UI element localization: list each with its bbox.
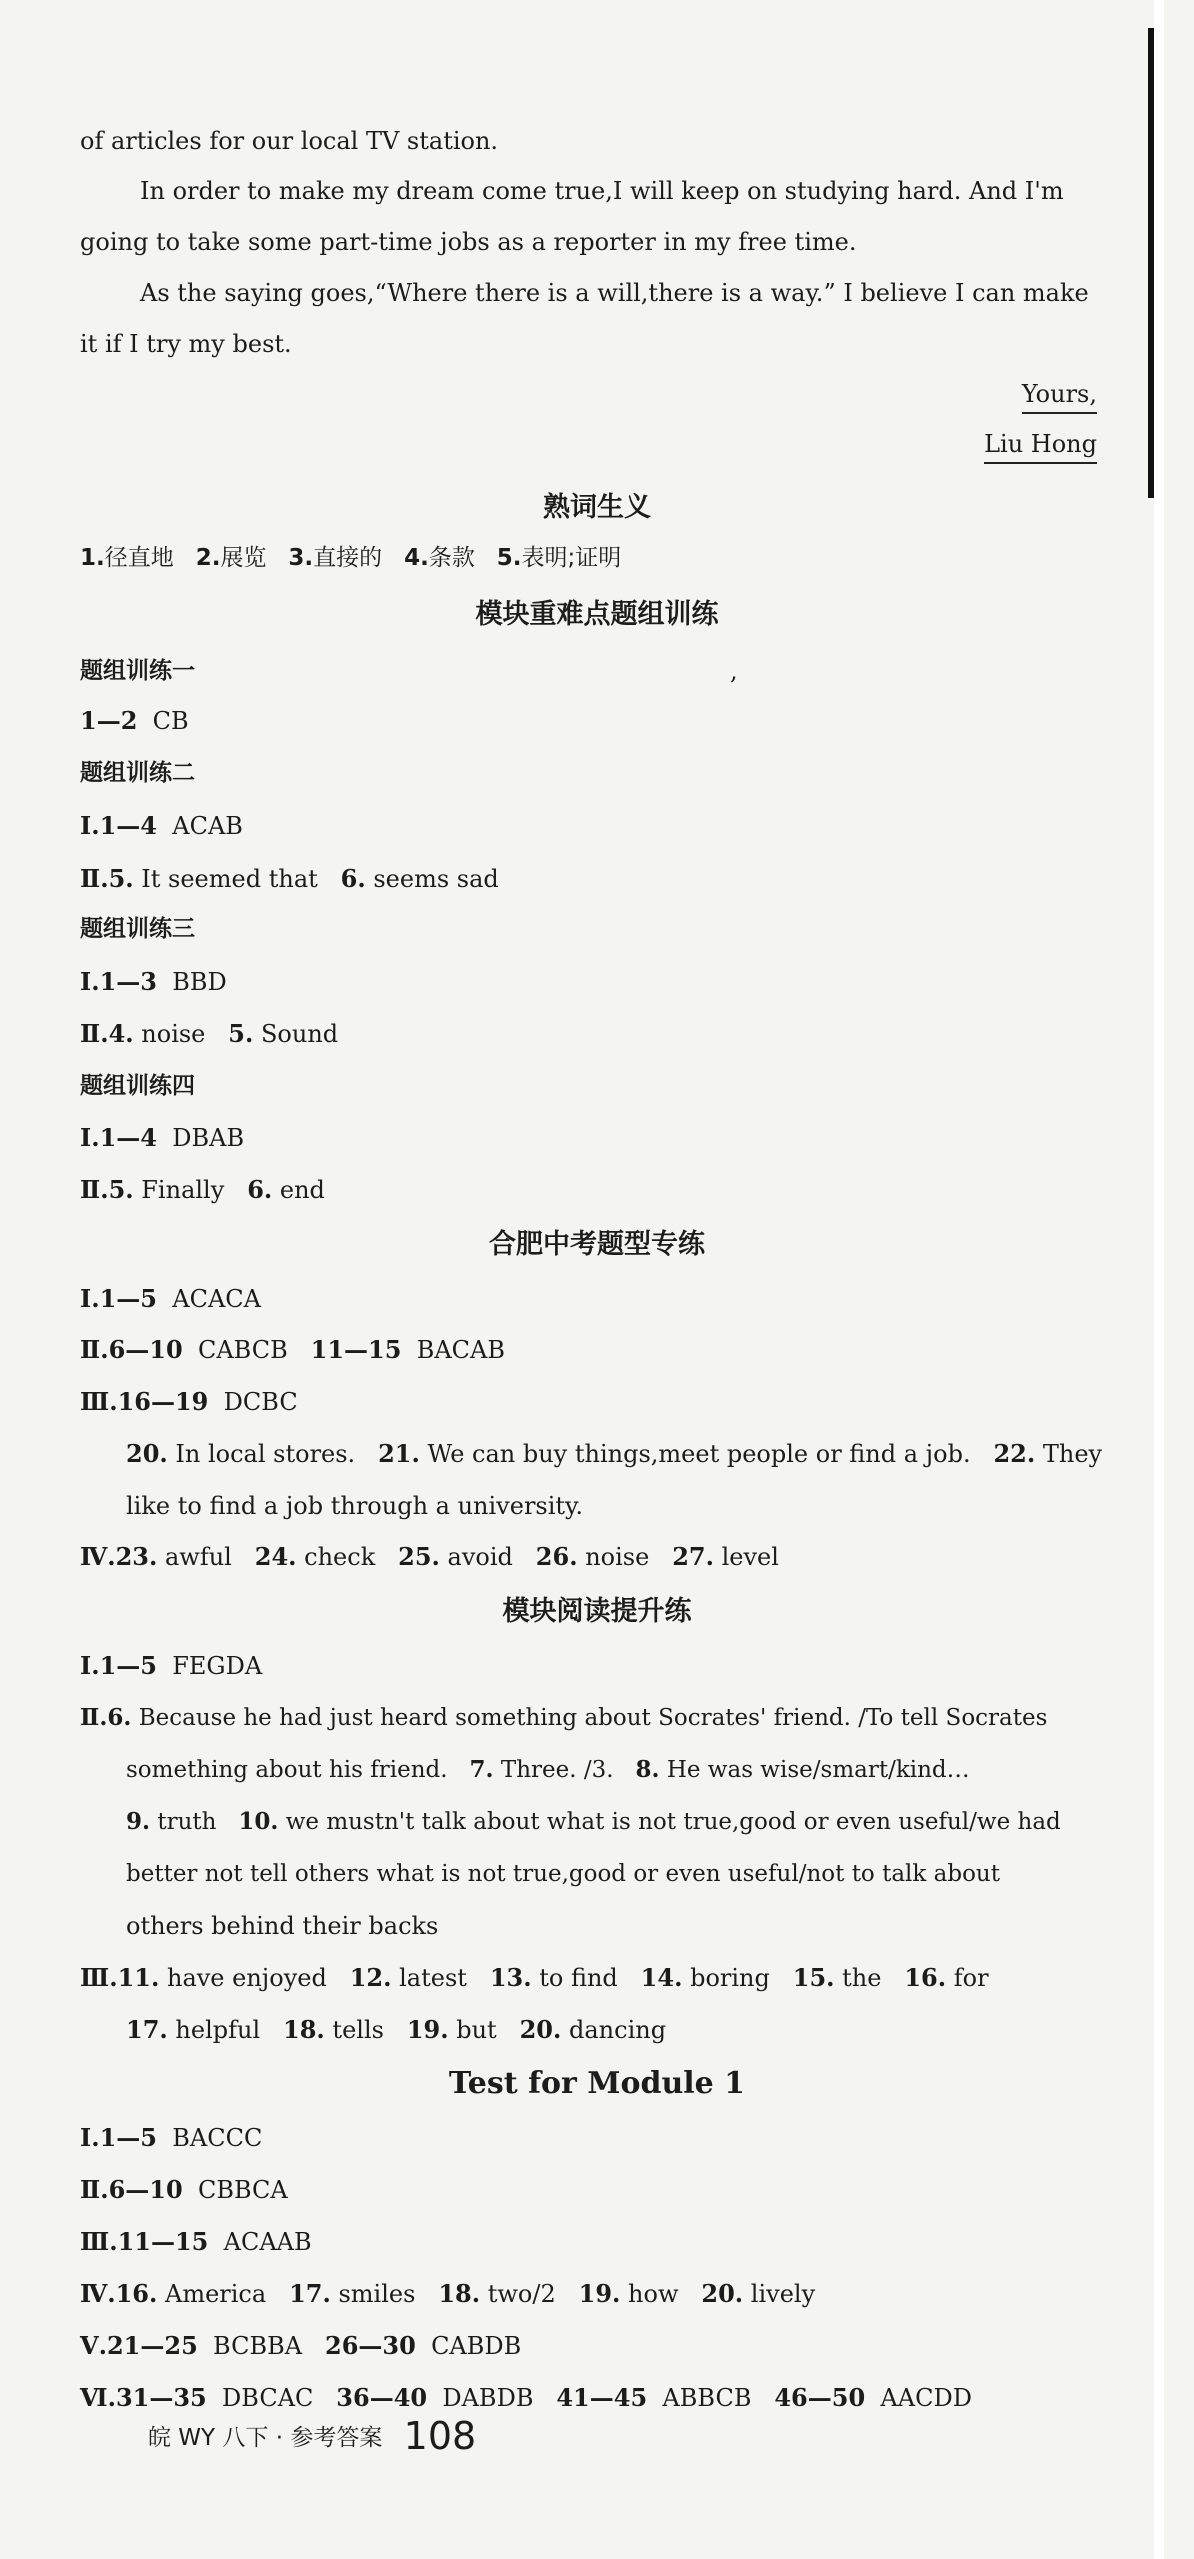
answer-row: 1—2 CB [80, 706, 189, 735]
group-title: 题组训练四 [80, 1073, 195, 1099]
group-title: 题组训练二 [80, 760, 195, 786]
page-edge [1154, 0, 1164, 2559]
answer-row: Ⅱ.4. noise 5. Sound [80, 1019, 339, 1048]
answer-row: Ⅴ.21—25 BCBBA 26—30 CABDB [80, 2331, 522, 2360]
answer-row: others behind their backs [126, 1912, 439, 1940]
answer-row: better not tell others what is not true,good or even useful/not to talk about [126, 1861, 1000, 1887]
answer-row: 20. In local stores. 21. We can buy things,meet people or find a job. 22. They [126, 1439, 1103, 1468]
answer-row: 1.径直地 2.展览 3.直接的 4.条款 5.表明;证明 [80, 545, 622, 571]
answer-row: like to find a job through a university. [126, 1492, 584, 1520]
answer-row: Ⅳ.16. America 17. smiles 18. two/2 19. how 20. lively [80, 2279, 816, 2308]
letter-line: it if I try my best. [80, 330, 292, 358]
letter-line: In order to make my dream come true,I will keep on studying hard. And I'm [140, 177, 1064, 205]
section-heading: 模块阅读提升练 [502, 1596, 692, 1627]
answer-row: Ⅱ.6. Because he had just heard something about Socrates' friend. /To tell Socrates [80, 1704, 1048, 1731]
answer-row: Ⅲ.16—19 DCBC [80, 1387, 298, 1416]
answer-row: Ⅰ.1—3 BBD [80, 967, 227, 996]
answer-row: Ⅰ.1—5 ACACA [80, 1284, 261, 1313]
answer-row: Ⅰ.1—4 ACAB [80, 811, 243, 840]
section-heading: 熟词生义 [543, 492, 651, 523]
answer-row: Ⅰ.1—4 DBAB [80, 1123, 245, 1152]
page-footer [148, 2416, 476, 2458]
answer-row: Ⅲ.11—15 ACAAB [80, 2227, 312, 2256]
letter-signature: Liu Hong [984, 428, 1097, 464]
answer-row: something about his friend. 7. Three. /3. 8. He was wise/smart/kind… [126, 1756, 970, 1783]
answer-row: Ⅱ.5. It seemed that 6. seems sad [80, 864, 499, 893]
section-heading: Test for Module 1 [448, 2066, 746, 2101]
letter-line: going to take some part-time jobs as a reporter in my free time. [80, 228, 857, 256]
letter-line: As the saying goes,“Where there is a will,there is a way.” I believe I can make [140, 279, 1089, 307]
page-number: 108 [403, 2414, 477, 2458]
stray-mark: , [730, 657, 738, 685]
binding-bar [1148, 28, 1154, 498]
answer-row: Ⅱ.6—10 CABCB 11—15 BACAB [80, 1335, 505, 1364]
group-title: 题组训练一 [80, 658, 195, 684]
answer-row: 17. helpful 18. tells 19. but 20. dancing [126, 2015, 667, 2044]
footer-label: 皖 WY 八下 · 参考答案 [148, 2425, 383, 2451]
answer-row: Ⅵ.31—35 DBCAC 36—40 DABDB 41—45 ABBCB 46—50 AACDD [80, 2383, 972, 2412]
answer-row: Ⅰ.1—5 FEGDA [80, 1651, 263, 1680]
answer-row: Ⅳ.23. awful 24. check 25. avoid 26. noise 27. level [80, 1542, 779, 1571]
answer-row: Ⅲ.11. have enjoyed 12. latest 13. to find 14. boring 15. the 16. for [80, 1963, 989, 1992]
section-heading: 模块重难点题组训练 [475, 599, 719, 630]
answer-row: Ⅰ.1—5 BACCC [80, 2123, 263, 2152]
group-title: 题组训练三 [80, 916, 195, 942]
letter-line: of articles for our local TV station. [80, 127, 499, 155]
answer-row: Ⅱ.6—10 CBBCA [80, 2175, 288, 2204]
letter-closing: Yours, [1022, 378, 1097, 414]
section-heading: 合肥中考题型专练 [489, 1229, 705, 1260]
answer-row: Ⅱ.5. Finally 6. end [80, 1175, 325, 1204]
answer-row: 9. truth 10. we mustn't talk about what is not true,good or even useful/we had [126, 1808, 1061, 1835]
